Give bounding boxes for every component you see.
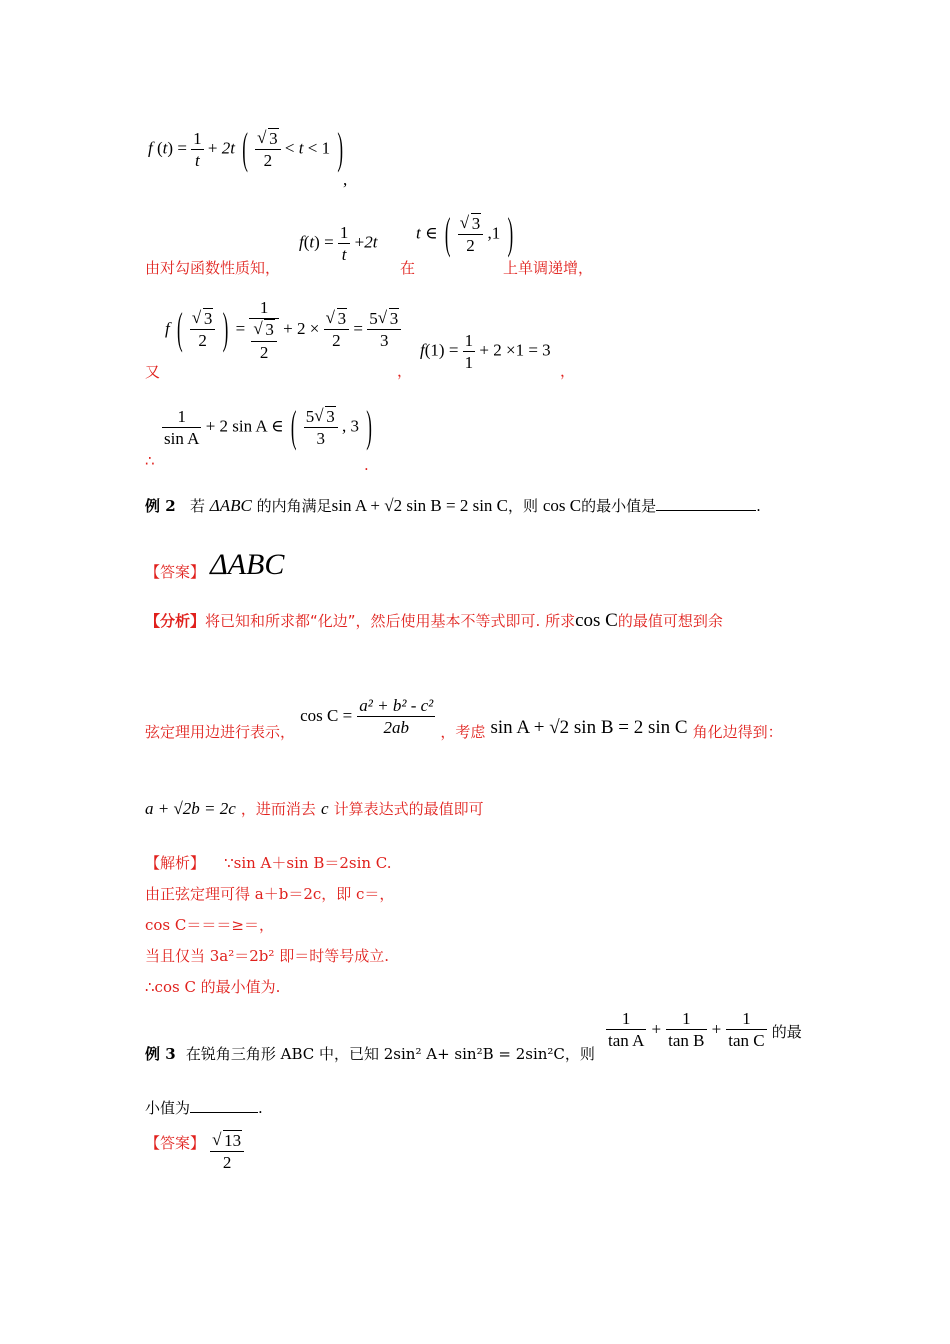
formula-f-sqrt3-over-2: f ( √ $\frac{3}{2}$ ) = 1 √ $\frac{3}{2}$ + 2 × √ $\frac{3}{2}$ = $\frac{5√ 3}{3}$ — [165, 297, 401, 363]
func-f: f — [148, 138, 153, 158]
formula-f-t-domain: f (t) = $\frac{1}{t}$ + 2t ( √ $\frac{3}{2}$ < t < 1 ) — [148, 128, 346, 172]
analysis-line-1: 【分析】将已知和所求都“化边”，然后使用基本不等式即可. 所求cos C的最值可想到余 — [145, 610, 723, 631]
answer-blank — [190, 1112, 258, 1113]
formula-f-1: f(1) = $\frac{1}{1}$ + 2 ×1 = 3 — [420, 331, 551, 373]
answer-value: ΔABC — [210, 548, 285, 581]
formula-range-result: $\frac{1}{\text{sin A}}$ + 2 sin A ∈ ( $\frac{5√ 3}{3}$ , 3 ) — [162, 406, 375, 450]
condition-formula: sin A + √2 sin B = 2 sin C — [331, 496, 509, 515]
example-3: 例 3 在锐角三角形 ABC 中，已知 2sin² A+ sin²B = 2sin²C，则 $\frac{1}{\text{tan A}}$ + $\frac{1}{\text{tan B}}$ + $\frac{1}{\text{tan C}}$ 的最 — [145, 1009, 802, 1064]
answer-3: 【答案】 √ $\frac{13}{2}$ — [145, 1130, 244, 1174]
analysis-line-2: 弦定理用边进行表示， cos C = $\frac{\text{a² + b² - c²}}{2ab}$ ，考虑 sin A + √2 sin B = 2 sin C 角化边得到： — [145, 696, 783, 742]
answer-blank — [656, 510, 756, 511]
period: . — [364, 456, 369, 474]
analysis-line-3: a + √2b = 2c ，进而消去 c 计算表达式的最值即可 — [145, 799, 484, 818]
monotonic-statement-prefix: 由对勾函数性质知， — [145, 259, 281, 277]
monotonic-statement-suffix: 上单调递增， — [503, 259, 594, 277]
solution-block: 【解析】 ∵sin A＋sin B＝2sin C. 由正弦定理可得 a＋b＝2c，即 c＝， cos C＝＝＝≥＝， 当且仅当 3a²＝2b² 即＝时等号成立. ∴cos C 的最小值为. — [145, 854, 395, 996]
answer-2: 【答案】 ΔABC — [145, 548, 285, 581]
equals-sign: = — [177, 138, 187, 158]
plus-sign: + — [207, 138, 218, 158]
example-label: 例 2 — [145, 497, 176, 515]
example-2: 例 2 若 ΔABC 的内角满足sin A + √2 sin B = 2 sin C，则 cos C的最小值是 . — [145, 496, 761, 515]
comma: ， — [397, 362, 413, 380]
formula-f-t: f(t) = $\frac{1}{t}$ +2t — [299, 223, 378, 265]
formula-t-interval: t ∈ ( √ $\frac{3}{2}$ ,1 ) — [416, 213, 516, 257]
fraction-1-over-t: $\frac{1}{t}$ — [193, 129, 202, 171]
term-2t: 2t — [221, 138, 235, 158]
word-in: 在 — [400, 259, 416, 277]
comma: , — [343, 170, 348, 189]
fraction-sqrt3-over-2: √ $\frac{3}{2}$ — [255, 128, 281, 172]
example-3-line-2: 小值为 . — [145, 1099, 263, 1117]
comma: ， — [560, 362, 576, 380]
word-also: 又 — [145, 363, 161, 381]
var-t: t — [162, 138, 168, 158]
therefore-symbol: ∴ — [145, 452, 155, 470]
